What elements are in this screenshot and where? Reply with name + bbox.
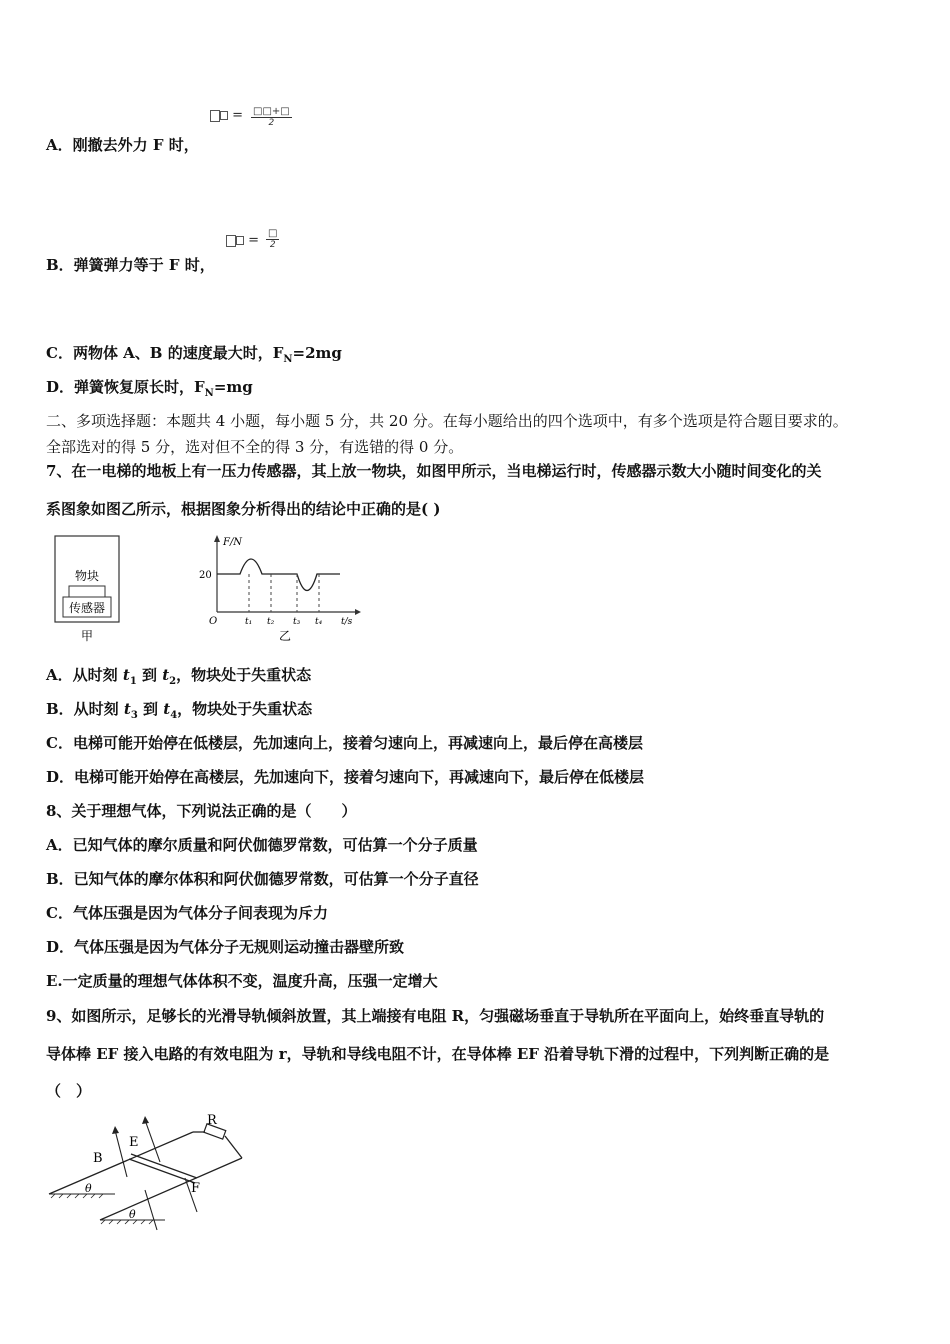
q6-a-lhs-sub (220, 111, 228, 120)
q6-option-c (46, 342, 342, 365)
block-shape (69, 586, 105, 597)
b-field-arrow-2 (145, 1120, 160, 1162)
q7-option-d: D．电梯可能开始停在高楼层，先加速向下，接着匀速向下，再减速向下，最后停在低楼层 (46, 768, 645, 786)
q7-figure-jia (50, 532, 130, 647)
q9-figure (45, 1112, 255, 1237)
rod-ef-top (131, 1154, 197, 1178)
x-axis-arrow (355, 609, 361, 615)
label-e: E (129, 1135, 139, 1150)
q6-c-text: C．两物体 A、B 的速度最大时，F (46, 344, 284, 362)
q7-a-t1: t (122, 666, 130, 684)
label-b: B (93, 1151, 103, 1166)
force-curve (217, 559, 340, 591)
q8-option-b: B．已知气体的摩尔体积和阿伏伽德罗常数，可估算一个分子直径 (46, 870, 479, 888)
q6-b-formula: = (226, 233, 259, 248)
q6-d-tail: =mg (213, 378, 253, 396)
y-axis-arrow (214, 535, 220, 542)
q6-a-den: 2 (268, 118, 275, 128)
q9-stem-line3: （ ） (46, 1082, 92, 1100)
q6-d-text: D．弹簧恢复原长时，F (46, 378, 205, 396)
q6-option-d (46, 376, 253, 399)
block-label: 物块 (74, 569, 100, 583)
q8-option-c: C．气体压强是因为气体分子间表现为斥力 (46, 904, 328, 922)
q6-b-lhs-sub (236, 236, 244, 245)
section2-line2: 全部选对的得 5 分，选对但不全的得 3 分，有选错的得 0 分。 (46, 438, 464, 456)
q6-d-sub: N (204, 388, 214, 399)
t4-label: t₄ (315, 617, 323, 627)
b-field-arrow-1 (115, 1130, 127, 1177)
q6-c-tail: =2mg (292, 344, 342, 362)
q6-a-fraction (251, 106, 292, 128)
y-axis-label: F/N (223, 537, 243, 548)
q6-a-label: A．刚撤去外力 F 时， (46, 136, 199, 154)
q6-b-num: □ (268, 228, 278, 239)
y-tick-20: 20 (199, 570, 212, 581)
q7-a-s1: 1 (129, 676, 137, 687)
ground-hatch-top (51, 1194, 103, 1198)
q7-b-s2: 4 (170, 710, 178, 721)
sensor-label: 传感器 (68, 601, 106, 615)
b-arrow-head-2 (142, 1116, 149, 1124)
q7-a-s2: 2 (169, 676, 177, 687)
q7-option-b (46, 698, 312, 721)
upper-rail (49, 1132, 193, 1194)
q7-b-pre: B．从时刻 (46, 700, 124, 718)
t1-label: t₁ (245, 617, 253, 627)
q7-a-t2: t (162, 666, 170, 684)
q7-b-t1: t (123, 700, 131, 718)
q8-option-e: E.一定质量的理想气体体积不变，温度升高，压强一定增大 (46, 972, 438, 990)
ground-hatch-bottom (101, 1220, 153, 1224)
theta-label-top: θ (85, 1182, 92, 1195)
q6-b-label: B．弹簧弹力等于 F 时， (46, 256, 215, 274)
b-arrow-head-1 (112, 1126, 119, 1134)
q9-stem-line2: 导体棒 EF 接入电路的有效电阻为 r，导轨和导线电阻不计，在导体棒 EF 沿着导轨下滑的过程中，下列判断正确的是 (46, 1045, 830, 1063)
theta-label-bottom: θ (129, 1208, 136, 1221)
origin-label: O (209, 616, 218, 627)
q9-stem-line1: 9、如图所示，足够长的光滑导轨倾斜放置，其上端接有电阻 R，匀强磁场垂直于导轨所在平面向上，始终垂直导轨的 (46, 1007, 825, 1025)
q7-stem-line2: 系图象如图乙所示，根据图象分析得出的结论中正确的是( ) (46, 500, 441, 518)
q7-b-post: ，物块处于失重状态 (177, 700, 313, 718)
q6-b-den: 2 (269, 240, 276, 250)
fig-yi-caption: 乙 (278, 629, 292, 643)
q8-option-a: A．已知气体的摩尔质量和阿伏伽德罗常数，可估算一个分子质量 (46, 836, 478, 854)
q6-c-sub: N (283, 354, 293, 365)
q6-a-formula: = (210, 108, 243, 123)
label-f: F (191, 1181, 201, 1196)
resistor-label: R (207, 1113, 217, 1128)
fig-jia-caption: 甲 (80, 629, 94, 643)
lower-rail (100, 1158, 242, 1220)
q7-stem-line1: 7、在一电梯的地板上有一压力传感器，其上放一物块，如图甲所示，当电梯运行时，传感器示数大小随时间变化的关 (46, 462, 822, 480)
q7-b-mid: 到 (137, 700, 164, 718)
q8-stem: 8、关于理想气体，下列说法正确的是（ ） (46, 802, 357, 820)
q7-a-post: ，物块处于失重状态 (176, 666, 312, 684)
top-wire-right (225, 1136, 242, 1158)
section2-line1: 二、多项选择题：本题共 4 小题，每小题 5 分，共 20 分。在每小题给出的四个选项中，有多个选项是符合题目要求的。 (46, 412, 848, 430)
q7-a-mid: 到 (136, 666, 163, 684)
q7-b-t2: t (163, 700, 171, 718)
q7-a-pre: A．从时刻 (46, 666, 123, 684)
q8-option-d: D．气体压强是因为气体分子无规则运动撞击器壁所致 (46, 938, 405, 956)
q6-a-num: □□+□ (253, 106, 290, 117)
t3-label: t₃ (293, 617, 301, 627)
q7-option-a (46, 664, 311, 687)
q7-figure-yi (195, 532, 365, 647)
q6-b-fraction (266, 228, 279, 250)
q7-option-c: C．电梯可能开始停在低楼层，先加速向上，接着匀速向上，再减速向上，最后停在高楼层 (46, 734, 643, 752)
q7-b-s1: 3 (130, 710, 138, 721)
t2-label: t₂ (267, 617, 275, 627)
x-axis-label: t/s (341, 617, 353, 627)
